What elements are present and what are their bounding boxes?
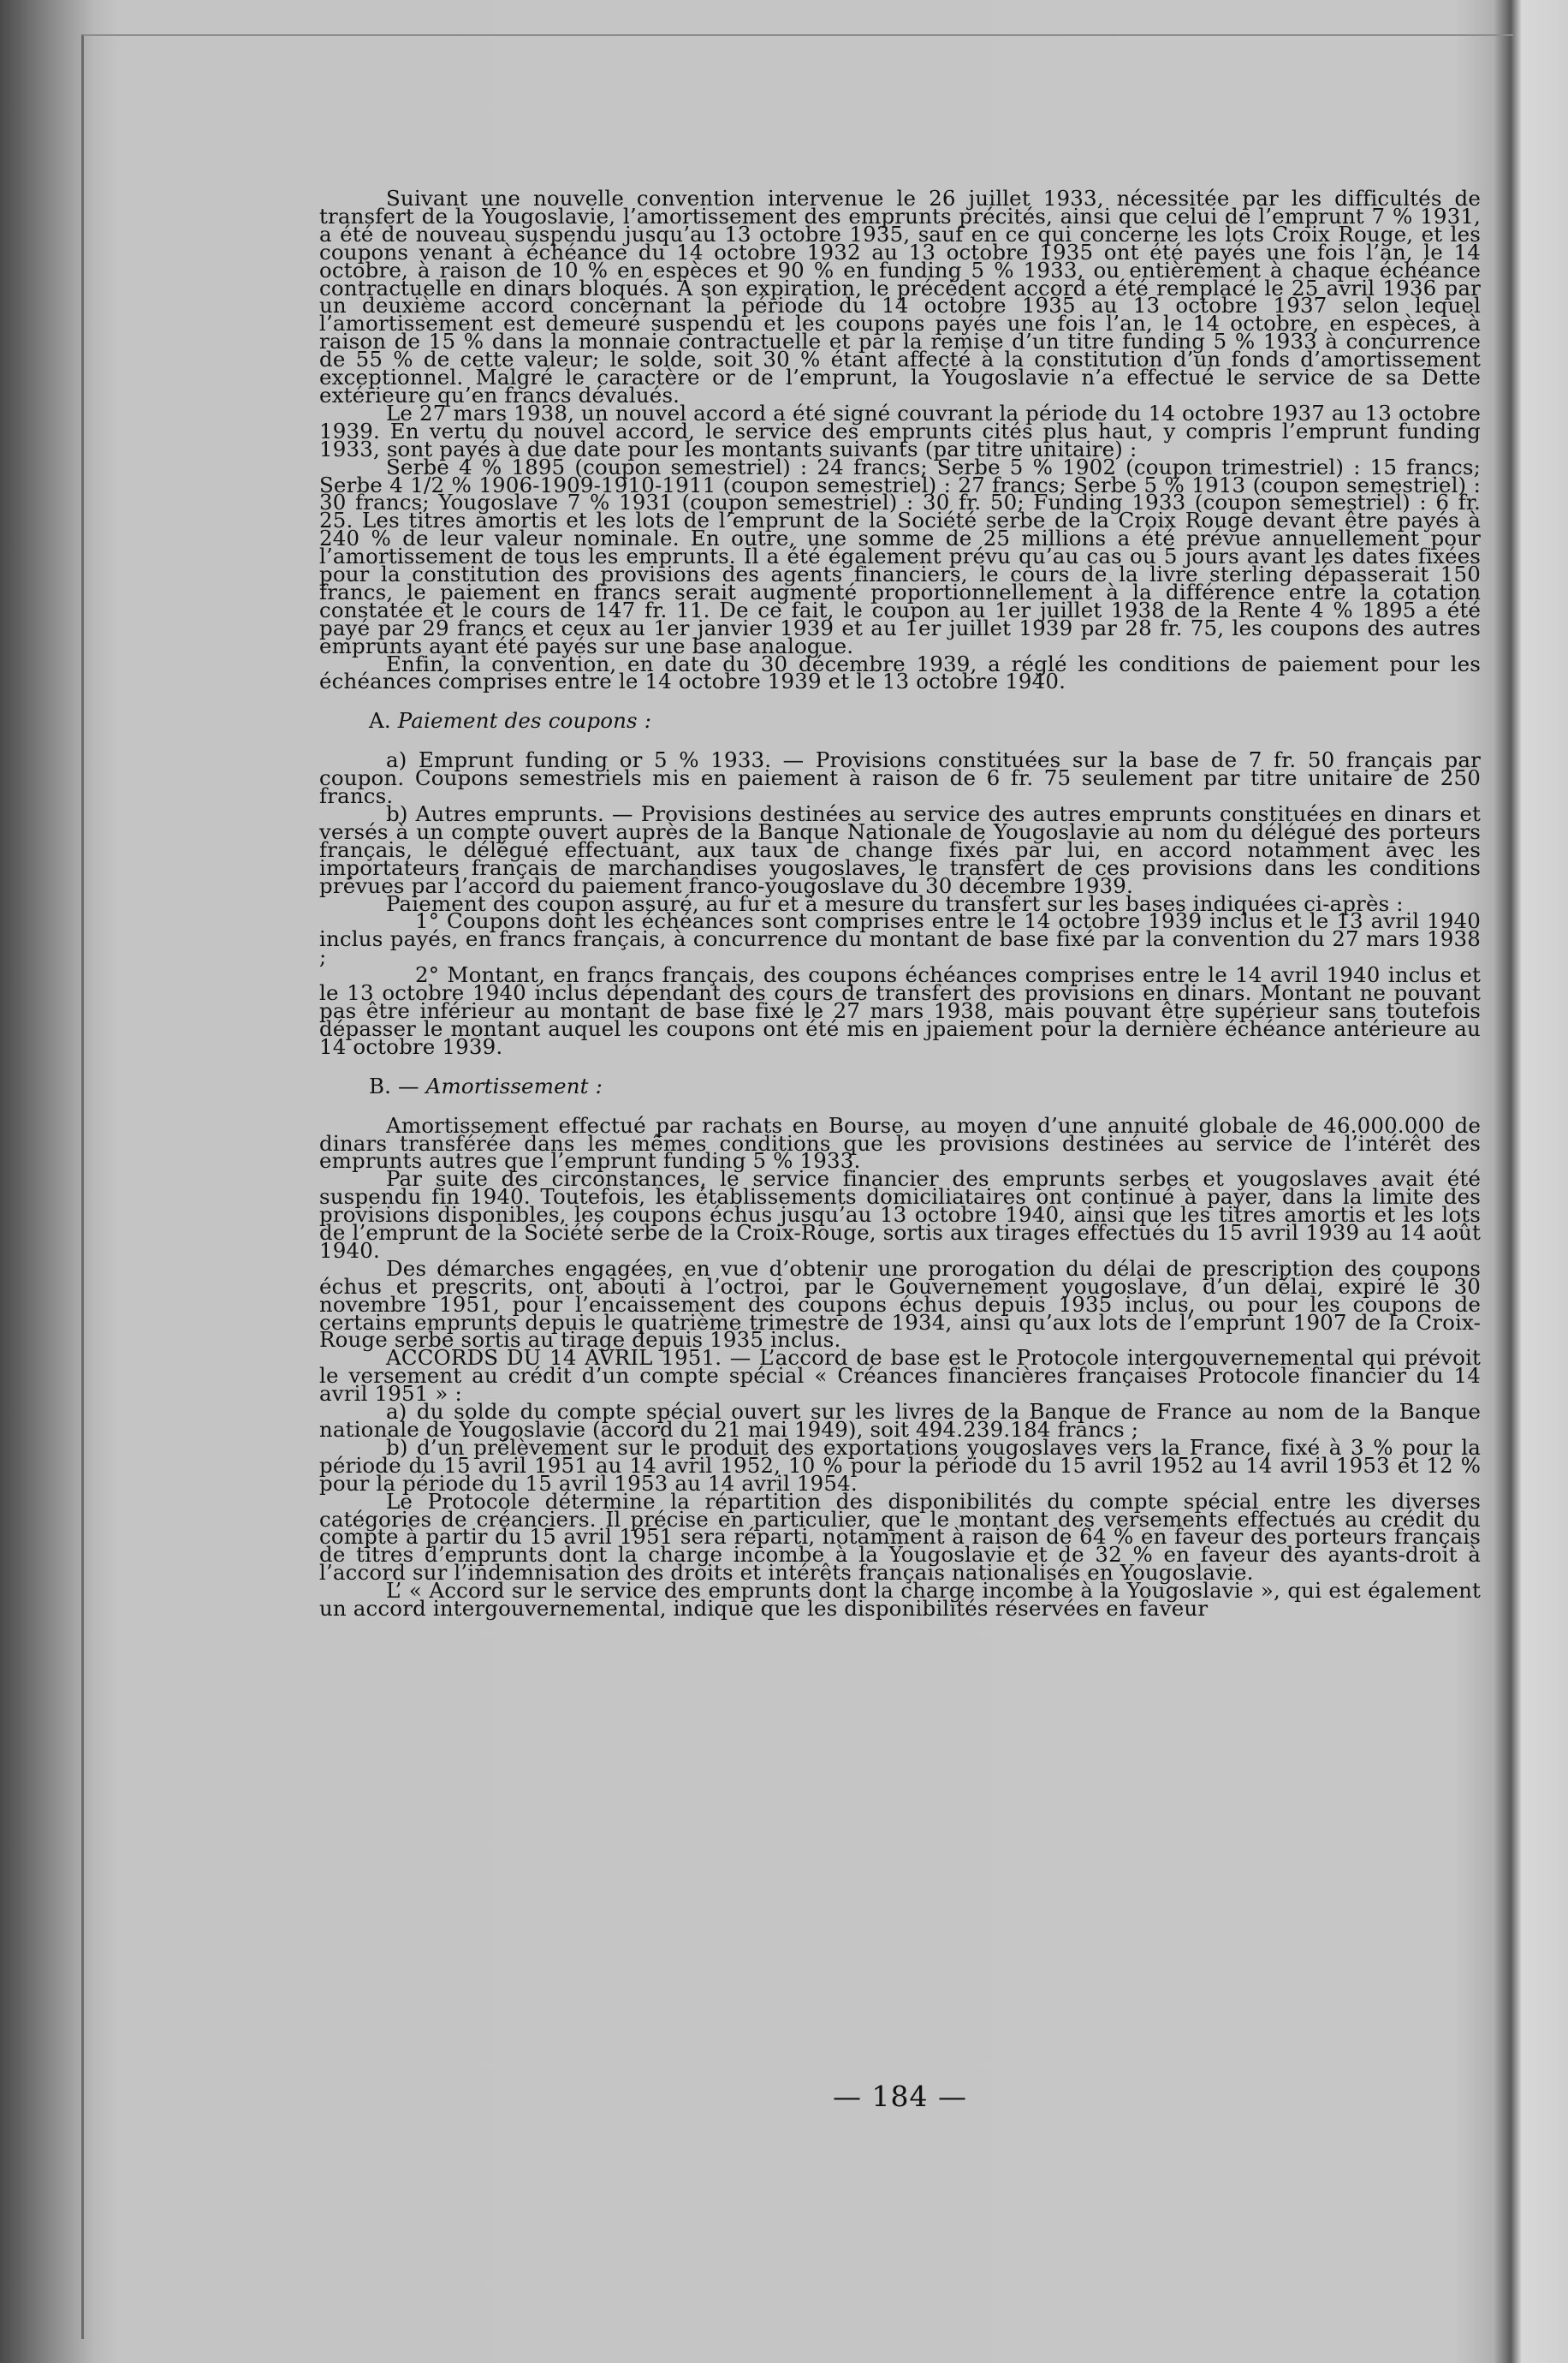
paragraph: Suivant une nouvelle convention intervenue le 26 juillet 1933, nécessitée par les difficultés de transfert de la Yougoslavie, l’amortissement des emprunts précités, ainsi que celui de l’emprunt 7 % 1931, a été de nouveau suspendu jusqu’au 13 octobre 1935, sauf en ce qui concerne les lots Croix Rouge, et les coupons venant à échéance du 14 octobre 1932 au 13 octobre 1935 ont été payés une fois l’an, le 14 octobre, à raison de 10 % en espèces et 90 % en funding 5 % 1933, ou entièrement à chaque échéance contractuelle en dinars bloqués. À son expiration, le précédent accord a été remplacé le 25 avril 1936 par un deuxième accord concernant la période du 14 octobre 1935 au 13 octobre 1937 selon lequel l’amortissement est demeuré suspendu et les coupons payés une fois l’an, le 14 octobre, en espèces, à raison de 15 % dans la monnaie contractuelle et par la remise d’un titre funding 5 % 1933 à concurrence de 55 % de cette valeur; le solde, soit 30 % étant affecté à la constitution d’un fonds d’amortissement exceptionnel. Malgré le caractère or de l’emprunt, la Yougoslavie n’a effectué le service de sa Dette extérieure qu’en francs dévalués. (319, 186, 1481, 408)
paragraph: Le Protocole détermine la répartition des disponibilités du compte spécial entre les diverses catégories de créanciers. Il précise en particulier, que le montant des versements effectués au crédit du compte à partir du 15 avril 1951 sera réparti, notamment à raison de 64 % en faveur des porteurs français de titres d’emprunts dont la charge incombe à la Yougoslavie et de 32 % en faveur des ayants-droit à l’accord sur l’indemnisation des droits et intérêts français nationalisés en Yougoslavie. (319, 1488, 1481, 1586)
paragraph: 2° Montant, en francs français, des coupons échéances comprises entre le 14 avril 1940 inclus et le 13 octobre 1940 inclus dépendant des cours de transfert des provisions en dinars. Montant ne pouvant pas être inférieur au montant de base fixé le 27 mars 1938, mais pouvant être supérieur sans toutefois dépasser le montant auquel les coupons ont été mis en jpaiement pour la dernière échéance antérieure au 14 octobre 1939. (319, 962, 1481, 1059)
paragraph: Amortissement effectué par rachats en Bourse, au moyen d’une annuité globale de 46.000.000 de dinars transférée dans les mêmes conditions que les provisions destinées au service de l’intérêt des emprunts autres que l’emprunt funding 5 % 1933. (319, 1112, 1481, 1174)
paragraph: a) Emprunt funding or 5 % 1933. — Provisions constituées sur la base de 7 fr. 50 français par coupon. Coupons semestriels mis en paiement à raison de 6 fr. 75 seulement par titre unitaire de 250 francs. (319, 747, 1481, 809)
section-title: Amortissement : (425, 1073, 603, 1098)
paragraph: b) d’un prélèvement sur le produit des exportations yougoslaves vers la France, fixé à 3 % pour la période du 15 avril 1951 au 14 avril 1952, 10 % pour la période du 15 avril 1952 au 14 avril 1953 et 12 % pour la période du 15 avril 1953 au 14 avril 1954. (319, 1434, 1481, 1496)
section-heading-b (319, 1073, 1481, 1098)
paragraph: Par suite des circonstances, le service financier des emprunts serbes et yougoslaves avait été suspendu fin 1940. Toutefois, les établissements domiciliataires ont continué à payer, dans la limite des provisions disponibles, les coupons échus jusqu’au 13 octobre 1940, ainsi que les titres amortis et les lots de l’emprunt de la Société serbe de la Croix-Rouge, sortis aux tirages effectués du 15 avril 1939 au 14 août 1940. (319, 1166, 1481, 1263)
paragraph: 1° Coupons dont les échéances sont comprises entre le 14 octobre 1939 inclus et le 13 avril 1940 inclus payés, en francs français, à concurrence du montant de base fixé par la convention du 27 mars 1938 ; (319, 908, 1481, 970)
document-page (319, 186, 1481, 2245)
page-number: — 184 — (833, 2080, 967, 2113)
section-heading-a (319, 708, 1481, 734)
paragraph: a) du solde du compte spécial ouvert sur les livres de la Banque de France au nom de la Banque nationale de Yougoslavie (accord du 21 mai 1949), soit 494.239.184 francs ; (319, 1399, 1481, 1442)
section-prefix: B. — (369, 1073, 419, 1098)
paragraph: Serbe 4 % 1895 (coupon semestriel) : 24 francs; Serbe 5 % 1902 (coupon trimestriel) : 15 francs; Serbe 4 1/2 % 1906-1909-1910-1911 (coupon semestriel) : 27 francs; Serbe 5 % 1913 (coupon semestriel) : 30 francs; Yougoslave 7 % 1931 (coupon semestriel) : 30 fr. 50; Funding 1933 (coupon semestriel) : 6 fr. 25. Les titres amortis et les lots de l’emprunt de la Société serbe de la Croix Rouge devant être payés à 240 % de leur valeur nominale. En outre, une somme de 25 millions a été prévue annuellement pour l’amortissement de tous les emprunts. Il a été également prévu qu’au cas ou 5 jours avant les dates fixées pour la constitution des provisions des agents financiers, le cours de la livre sterling dépasserait 150 francs, le paiement en francs serait augmenté proportionnellement à la différence entre la cotation constatée et le cours de 147 fr. 11. De ce fait, le coupon au 1er juillet 1938 de la Rente 4 % 1895 a été payé par 29 francs et ceux au 1er janvier 1939 et au 1er juillet 1939 par 28 fr. 75, les coupons des autres emprunts ayant été payés sur une base analogue. (319, 454, 1481, 658)
section-title: Paiement des coupons : (397, 708, 652, 734)
paragraph: Des démarches engagées, en vue d’obtenir une prorogation du délai de prescription des coupons échus et prescrits, ont abouti à l’octroi, par le Gouvernement yougoslave, d’un délai, expiré le 30 novembre 1951, pour l’encaissement des coupons échus depuis 1935 inclus, ou pour les coupons de certains emprunts depuis le quatrième trimestre de 1934, ainsi qu’aux lots de l’emprunt 1907 de la Croix-Rouge serbe sortis au tirage depuis 1935 inclus. (319, 1255, 1481, 1353)
section-prefix: A. (369, 708, 391, 734)
paragraph: Paiement des coupon assuré, au fur et à mesure du transfert sur les bases indiquées ci-après : (386, 890, 1404, 916)
paragraph: ACCORDS DU 14 AVRIL 1951. — L’accord de base est le Protocole intergouvernemental qui prévoit le versement au crédit d’un compte spécial « Créances financières françaises Protocole financier du 14 avril 1951 » : (319, 1345, 1481, 1407)
paragraph: b) Autres emprunts. — Provisions destinées au service des autres emprunts constituées en dinars et versés à un compte ouvert auprès de la Banque Nationale de Yougoslavie au nom du délégué des porteurs français, le délégué effectuant, aux taux de change fixés par lui, en accord notamment avec les importateurs français de marchandises yougoslaves, le transfert de ces provisions dans les conditions prévues par l’accord du paiement franco-yougoslave du 30 décembre 1939. (319, 801, 1481, 898)
paragraph: Le 27 mars 1938, un nouvel accord a été signé couvrant la période du 14 octobre 1937 au 13 octobre 1939. En vertu du nouvel accord, le service des emprunts cités plus haut, y compris l’emprunt funding 1933, sont payés à due date pour les montants suivants (par titre unitaire) : (319, 400, 1481, 461)
paragraph: L’ « Accord sur le service des emprunts dont la charge incombe à la Yougoslavie », qui est également un accord intergouvernemental, indique que les disponibilités réservées en faveur (319, 1578, 1481, 1622)
paragraph: Enfin, la convention, en date du 30 décembre 1939, a réglé les conditions de paiement pour les échéances comprises entre le 14 octobre 1939 et le 13 octobre 1940. (319, 651, 1481, 694)
